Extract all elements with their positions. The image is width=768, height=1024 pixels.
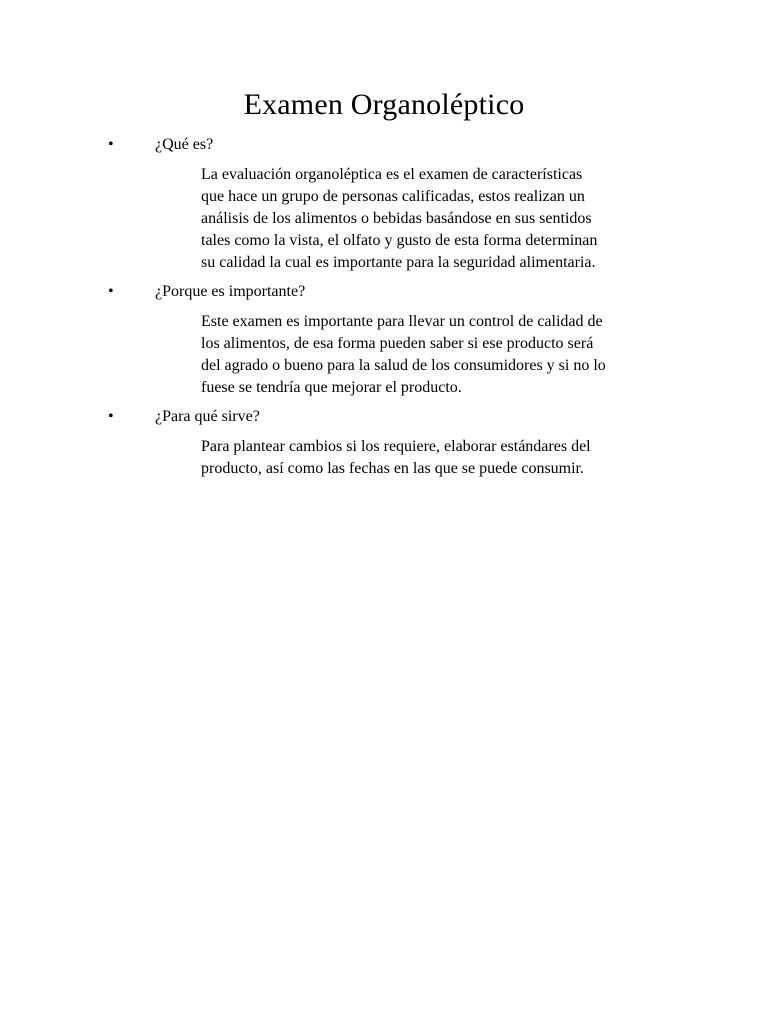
answer-line: los alimentos, de esa forma pueden saber si ese producto será [201, 335, 594, 352]
answer-line: La evaluación organoléptica es el examen de características [201, 166, 583, 183]
answer-line: su calidad la cual es importante para la seguridad alimentaria. [201, 254, 596, 271]
bullet-icon: • [108, 283, 114, 300]
answer-line: Este examen es importante para llevar un control de calidad de [201, 313, 603, 330]
section-question: ¿Qué es? [155, 136, 214, 153]
answer-line: Para plantear cambios si los requiere, elaborar estándares del [201, 438, 591, 455]
section-question: ¿Para qué sirve? [155, 408, 260, 425]
section-answer [201, 311, 606, 399]
section-answer [201, 164, 597, 274]
document-title: Examen Organoléptico [243, 88, 525, 121]
answer-line: análisis de los alimentos o bebidas basándose en sus sentidos [201, 210, 592, 227]
section-question: ¿Porque es importante? [155, 283, 306, 300]
bullet-icon: • [108, 136, 114, 153]
bullet-icon: • [108, 408, 114, 425]
answer-line: tales como la vista, el olfato y gusto de esta forma determinan [201, 232, 598, 249]
answer-line: del agrado o bueno para la salud de los consumidores y si no lo [201, 357, 606, 374]
answer-line: fuese se tendría que mejorar el producto. [201, 379, 462, 396]
answer-line: que hace un grupo de personas calificadas, estos realizan un [201, 188, 585, 205]
section-answer [201, 436, 591, 480]
answer-line: producto, así como las fechas en las que se puede consumir. [201, 460, 584, 477]
